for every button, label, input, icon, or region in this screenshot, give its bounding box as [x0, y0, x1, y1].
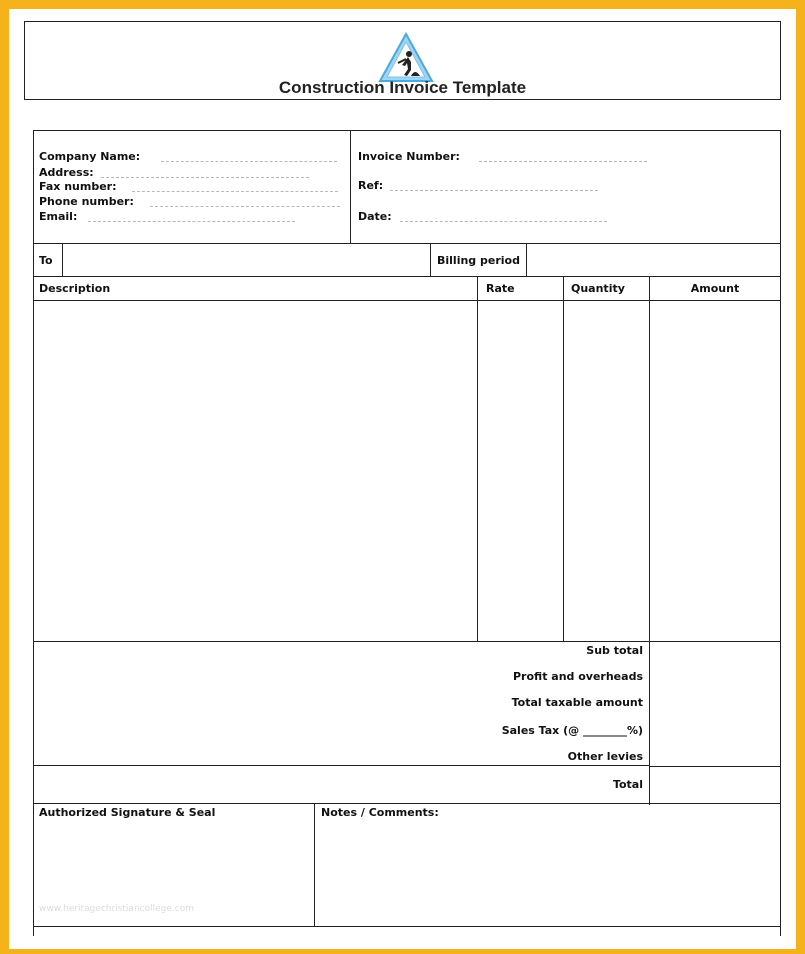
to-field[interactable]	[64, 245, 428, 274]
company-name-field[interactable]	[161, 161, 337, 162]
to-label: To	[39, 254, 53, 267]
frame-right-line	[780, 130, 781, 936]
watermark-text: www.heritagechristiancollege.com	[39, 904, 194, 914]
fax-number-field[interactable]	[132, 191, 338, 192]
notes-label: Notes / Comments:	[321, 806, 439, 819]
footer-divider	[314, 803, 315, 927]
notes-area[interactable]	[317, 823, 779, 927]
date-field[interactable]	[400, 221, 607, 222]
to-row-top-line	[33, 243, 781, 244]
quantity-header: Quantity	[571, 282, 625, 295]
table-header-line	[33, 300, 781, 301]
footer-top-line	[33, 803, 781, 804]
sales-tax-label: Sales Tax (@ ________%)	[501, 724, 643, 737]
total-row-top-line	[33, 765, 649, 766]
signature-label: Authorized Signature & Seal	[39, 806, 216, 819]
sub-total-label: Sub total	[586, 644, 643, 657]
email-field[interactable]	[88, 221, 295, 222]
ref-field[interactable]	[390, 190, 598, 191]
address-label: Address:	[39, 166, 94, 179]
frame-left-line	[33, 130, 34, 936]
frame-top-line	[33, 130, 781, 131]
document-title: Construction Invoice Template	[278, 78, 527, 97]
to-label-divider	[62, 243, 63, 276]
title-box	[24, 21, 781, 100]
levies-bottom-line	[649, 766, 781, 767]
rate-column-line	[477, 276, 478, 641]
total-amount-cell[interactable]	[651, 768, 779, 804]
info-divider	[350, 130, 351, 244]
billing-period-field[interactable]	[528, 245, 779, 274]
quantity-cell[interactable]	[565, 302, 648, 640]
date-label: Date:	[358, 210, 392, 223]
billing-divider-right	[526, 243, 527, 276]
rate-cell[interactable]	[479, 302, 562, 640]
total-label: Total	[612, 778, 643, 791]
construction-worker-warning-icon	[378, 32, 434, 84]
table-top-line	[33, 276, 781, 277]
invoice-document	[9, 9, 796, 949]
billing-divider-left	[430, 243, 431, 276]
taxable-amount-label: Total taxable amount	[511, 696, 643, 709]
description-header: Description	[39, 282, 111, 295]
invoice-number-label: Invoice Number:	[358, 150, 460, 163]
totals-amount-cell[interactable]	[651, 643, 779, 764]
company-name-label: Company Name:	[39, 150, 141, 163]
profit-overheads-label: Profit and overheads	[513, 670, 643, 683]
phone-number-label: Phone number:	[39, 195, 134, 208]
invoice-number-field[interactable]	[479, 161, 647, 162]
totals-top-line	[33, 641, 781, 642]
amount-column-line	[649, 276, 650, 805]
frame-bottom-line	[33, 926, 781, 927]
description-cell[interactable]	[35, 302, 476, 640]
other-levies-label: Other levies	[567, 750, 643, 763]
billing-period-label: Billing period	[437, 254, 520, 267]
email-label: Email:	[39, 210, 78, 223]
rate-header: Rate	[486, 282, 515, 295]
amount-header: Amount	[690, 282, 740, 295]
ref-label: Ref:	[358, 179, 384, 192]
address-field[interactable]	[101, 177, 309, 178]
fax-number-label: Fax number:	[39, 180, 117, 193]
phone-number-field[interactable]	[150, 206, 340, 207]
quantity-column-line	[563, 276, 564, 641]
amount-cell[interactable]	[651, 302, 779, 640]
